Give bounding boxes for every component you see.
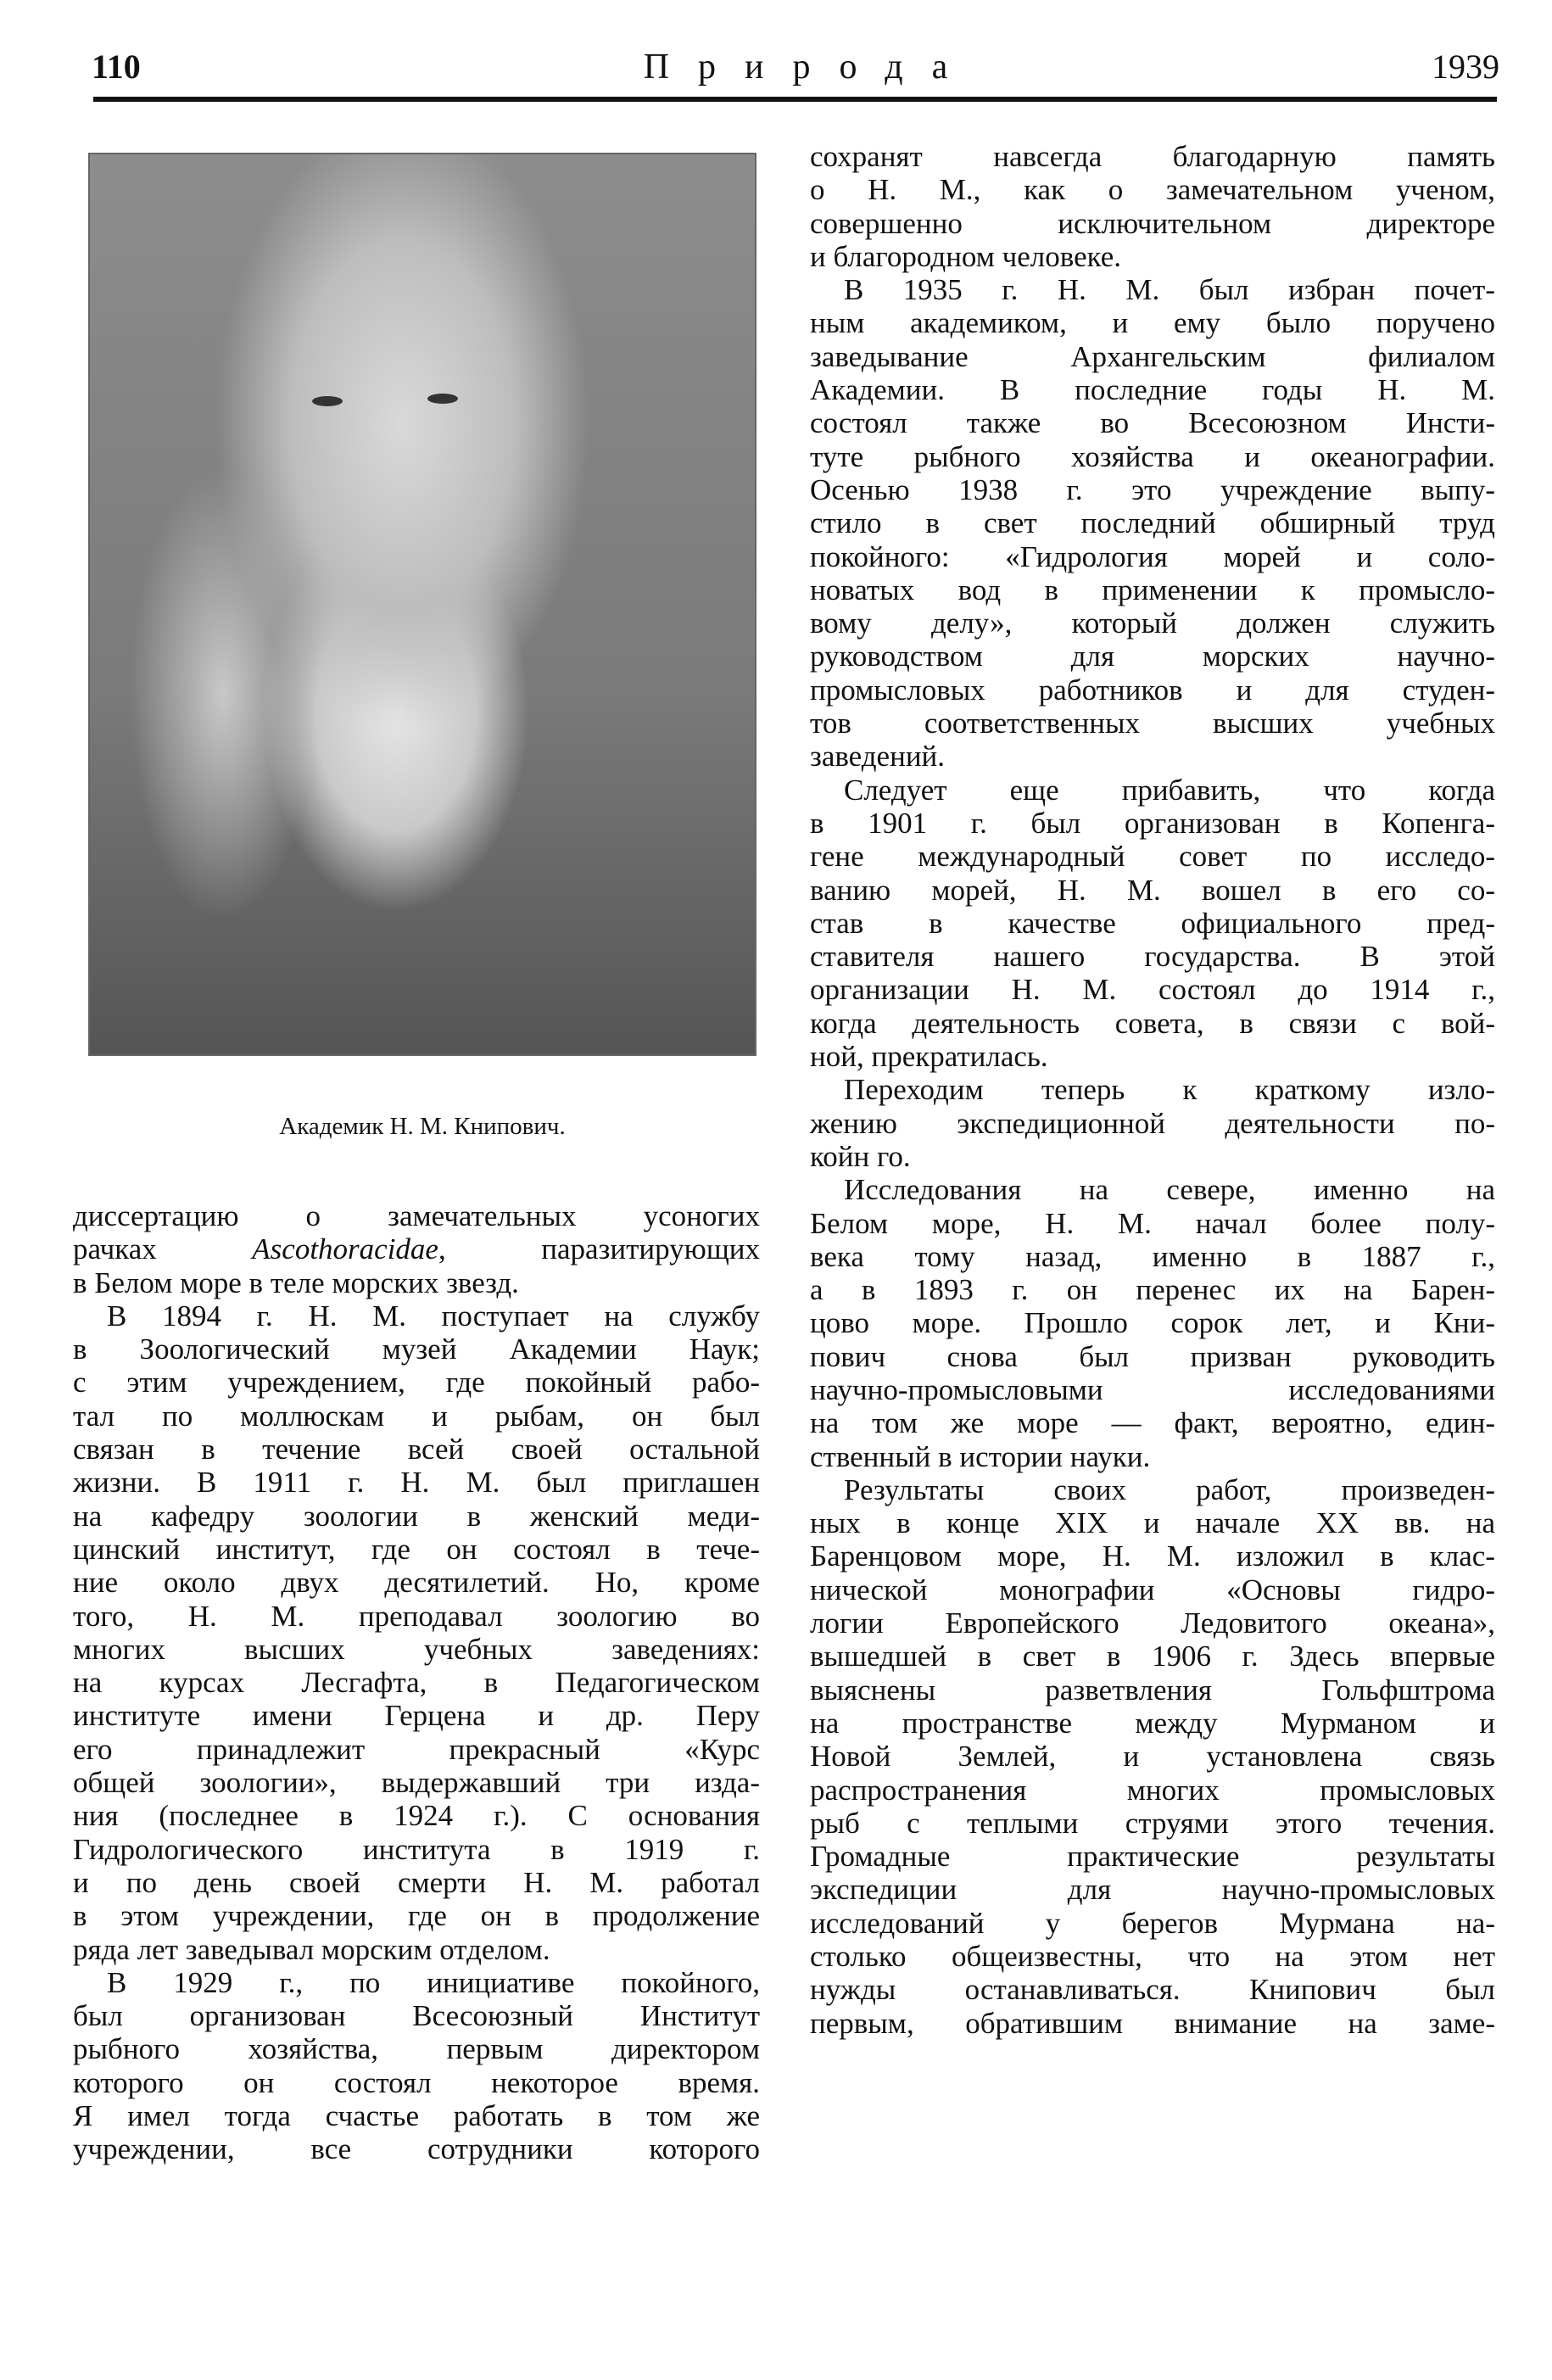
portrait-photo <box>88 153 756 1056</box>
text-line: промысловых работников и для студен- <box>810 673 1495 707</box>
journal-title: Природа <box>643 47 977 87</box>
text-line: новатых вод в применении к промысло- <box>810 573 1495 606</box>
text-column-right <box>810 140 1495 2040</box>
text-line: которого он состоял некоторое время. <box>73 2065 760 2099</box>
text-line: организации Н. М. состоял до 1914 г., <box>810 973 1495 1007</box>
text-line: жизни. В 1911 г. Н. М. был приглашен <box>73 1466 760 1500</box>
text-line: учреждении, все сотрудники которого <box>73 2132 760 2166</box>
text-line: в Зоологический музей Академии Наук; <box>73 1332 760 1366</box>
text-line: когда деятельность совета, в связи с вой- <box>810 1006 1495 1040</box>
text-line: став в качестве официального пред- <box>810 906 1495 940</box>
text-line: цово море. Прошло сорок лет, и Кни- <box>810 1306 1495 1340</box>
text-line: Белом море, Н. М. начал более полу- <box>810 1206 1495 1240</box>
text-line: нужды останавливаться. Книпович был <box>810 1973 1495 2007</box>
text-line: в 1901 г. был организован в Копенга- <box>810 806 1495 840</box>
text-line: ванию морей, Н. М. вошел в его со- <box>810 873 1495 907</box>
text-line: Результаты своих работ, произведен- <box>844 1472 1495 1506</box>
text-line: ной, прекратилась. <box>810 1040 1048 1074</box>
text-line: койн го. <box>810 1139 911 1173</box>
text-line: распространения многих промысловых <box>810 1773 1495 1807</box>
text-line: совершенно исключительном директоре <box>810 206 1495 240</box>
text-line: а в 1893 г. он перенес их на Барен- <box>810 1273 1495 1307</box>
text-fragment: рачках <box>73 1232 253 1266</box>
text-line: в Белом море в теле морских звезд. <box>73 1265 519 1299</box>
text-line: на пространстве между Мурманом и <box>810 1706 1495 1740</box>
text-line: Академии. В последние годы Н. М. <box>810 373 1495 407</box>
text-line: тал по моллюскам и рыбам, он был <box>73 1399 760 1433</box>
text-line: ния (последнее в 1924 г.). С основания <box>73 1799 760 1833</box>
text-line: Переходим теперь к краткому изло- <box>844 1073 1495 1107</box>
text-line: ряда лет заведывал морским отделом. <box>73 1932 550 1966</box>
page-number: 110 <box>92 47 141 86</box>
text-line: жению экспедиционной деятельности по- <box>810 1106 1495 1140</box>
text-line: Громадные практические результаты <box>810 1840 1495 1874</box>
text-line: ным академиком, и ему было поручено <box>810 306 1495 340</box>
italic-taxon-name: Ascothoracidae <box>252 1232 438 1266</box>
text-line: на курсах Лесгафта, в Педагогическом <box>73 1666 760 1700</box>
text-line <box>73 1232 760 1265</box>
text-line: В 1935 г. Н. М. был избран почет- <box>844 273 1495 307</box>
text-line: Новой Землей, и установлена связь <box>810 1740 1495 1774</box>
page-header <box>92 47 1499 98</box>
text-line: пович снова был призван руководить <box>810 1339 1495 1373</box>
text-line: институте имени Герцена и др. Перу <box>73 1699 760 1733</box>
text-line: ставителя нашего государства. В этой <box>810 940 1495 974</box>
text-line: гене международный совет по исследо- <box>810 840 1495 874</box>
text-line: общей зоологии», выдержавший три изда- <box>73 1766 760 1800</box>
text-line: был организован Всесоюзный Институт <box>73 1999 760 2033</box>
text-line: диссертацию о замечательных усоногих <box>73 1199 760 1232</box>
text-line: Баренцовом море, Н. М. изложил в клас- <box>810 1539 1495 1573</box>
text-line: ние около двух десятилетий. Но, кроме <box>73 1566 760 1600</box>
text-line: В 1929 г., по инициативе покойного, <box>107 1965 760 1999</box>
text-line: Я имел тогда счастье работать в том же <box>73 2099 760 2133</box>
text-line: с этим учреждением, где покойный рабо- <box>73 1366 760 1400</box>
text-line: выяснены разветвления Гольфштрома <box>810 1673 1495 1707</box>
text-line: цинский институт, где он состоял в тече- <box>73 1532 760 1566</box>
figure-caption: Академик Н. М. Книпович. <box>279 1113 566 1140</box>
text-line: о Н. М., как о замечательном ученом, <box>810 173 1495 207</box>
text-line: и по день своей смерти Н. М. работал <box>73 1865 760 1899</box>
header-rule <box>93 97 1497 102</box>
text-line: того, Н. М. преподавал зоологию во <box>73 1599 760 1633</box>
portrait-eye-left <box>312 396 343 406</box>
text-line: рыбного хозяйства, первым директором <box>73 2032 760 2066</box>
text-line: на том же море — факт, вероятно, един- <box>810 1406 1495 1440</box>
text-line: на кафедру зоологии в женский меди- <box>73 1499 760 1533</box>
text-line: нической монографии «Основы гидро- <box>810 1573 1495 1606</box>
text-line: ственный в истории науки. <box>810 1439 1151 1473</box>
text-line: научно-промысловыми исследованиями <box>810 1372 1495 1406</box>
text-line: заведывание Архангельским филиалом <box>810 339 1495 373</box>
text-line: Следует еще прибавить, что когда <box>844 773 1495 807</box>
text-line: логии Европейского Ледовитого океана», <box>810 1606 1495 1640</box>
text-line: руководством для морских научно- <box>810 640 1495 673</box>
text-line: столько общеизвестны, что на этом нет <box>810 1940 1495 1974</box>
text-line: первым, обратившим внимание на заме- <box>810 2006 1495 2040</box>
text-line: экспедиции для научно-промысловых <box>810 1873 1495 1907</box>
text-line: и благородном человеке. <box>810 239 1122 273</box>
text-line: вышедшей в свет в 1906 г. Здесь впервые <box>810 1640 1495 1673</box>
portrait-eye-right <box>427 394 458 404</box>
text-line: Исследования на севере, именно на <box>844 1173 1495 1207</box>
text-line: ных в конце XIX и начале XX вв. на <box>810 1506 1495 1540</box>
text-line: туте рыбного хозяйства и океанографии. <box>810 439 1495 473</box>
text-line: покойного: «Гидрология морей и соло- <box>810 539 1495 573</box>
text-line: его принадлежит прекрасный «Курс <box>73 1732 760 1766</box>
text-fragment: , паразитирующих <box>438 1232 760 1266</box>
text-line: связан в течение всей своей остальной <box>73 1433 760 1467</box>
text-line: состоял также во Всесоюзном Инсти- <box>810 406 1495 440</box>
text-line: в этом учреждении, где он в продолжение <box>73 1899 760 1933</box>
text-line: В 1894 г. Н. М. поступает на службу <box>107 1299 760 1332</box>
issue-year: 1939 <box>1432 47 1499 86</box>
text-line: сохранят навсегда благодарную память <box>810 140 1495 173</box>
text-line: стило в свет последний обширный труд <box>810 506 1495 540</box>
text-line: Осенью 1938 г. это учреждение выпу- <box>810 472 1495 506</box>
text-column-left <box>73 1199 760 2166</box>
text-line: исследований у берегов Мурмана на- <box>810 1906 1495 1940</box>
text-line: вому делу», который должен служить <box>810 606 1495 640</box>
text-line: многих высших учебных заведениях: <box>73 1632 760 1666</box>
text-line: Гидрологического института в 1919 г. <box>73 1832 760 1866</box>
text-line: тов соответственных высших учебных <box>810 707 1495 740</box>
text-line: заведений. <box>810 740 946 774</box>
text-line: рыб с теплыми струями этого течения. <box>810 1806 1495 1840</box>
text-line: века тому назад, именно в 1887 г., <box>810 1239 1495 1273</box>
